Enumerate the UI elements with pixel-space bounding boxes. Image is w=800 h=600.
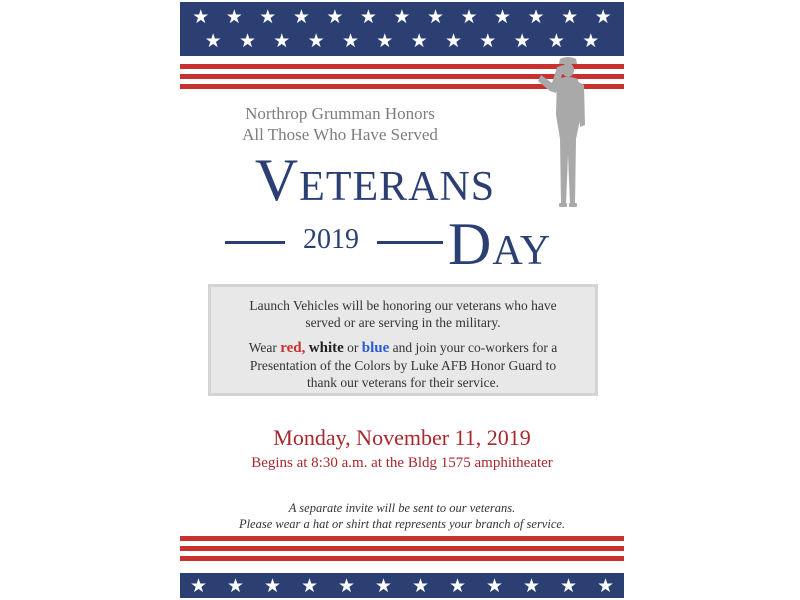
- star-row: [180, 5, 624, 29]
- message-box: [208, 284, 598, 396]
- star-icon: ★: [300, 575, 319, 597]
- year-rule-right: [377, 241, 443, 244]
- star-icon: ★: [337, 575, 356, 597]
- star-icon: ★: [596, 575, 615, 597]
- star-icon: ★: [561, 6, 579, 28]
- wear-text: Wear: [248, 340, 277, 355]
- star-icon: ★: [307, 30, 325, 52]
- star-row: [180, 574, 624, 598]
- year-rule-left: [225, 241, 285, 244]
- star-icon: ★: [393, 6, 411, 28]
- star-icon: ★: [225, 6, 243, 28]
- star-icon: ★: [273, 30, 291, 52]
- saluting-soldier-icon: [530, 55, 592, 210]
- star-icon: ★: [594, 6, 612, 28]
- star-icon: ★: [426, 6, 444, 28]
- star-icon: ★: [341, 30, 359, 52]
- star-icon: ★: [204, 30, 222, 52]
- star-icon: ★: [485, 575, 504, 597]
- star-icon: ★: [444, 30, 462, 52]
- message-line: served or are serving in the military.: [305, 315, 501, 330]
- star-icon: ★: [513, 30, 531, 52]
- star-icon: ★: [226, 575, 245, 597]
- star-icon: ★: [259, 6, 277, 28]
- star-icon: ★: [411, 575, 430, 597]
- event-date: Monday, November 11, 2019: [273, 425, 531, 450]
- color-red-text: red,: [280, 340, 306, 356]
- star-icon: ★: [238, 30, 257, 52]
- top-star-band: [180, 2, 624, 56]
- star-icon: ★: [479, 30, 497, 52]
- star-icon: ★: [292, 6, 310, 28]
- or-text: or: [347, 340, 359, 355]
- star-icon: ★: [189, 575, 208, 597]
- color-white-text: white: [308, 340, 344, 356]
- star-icon: ★: [527, 6, 545, 28]
- star-icon: ★: [448, 575, 467, 597]
- star-row: [180, 29, 624, 53]
- star-icon: ★: [263, 575, 282, 597]
- message-line: thank our veterans for their service.: [307, 375, 499, 390]
- bottom-star-band: [180, 573, 624, 598]
- star-icon: ★: [547, 30, 565, 52]
- title-veterans: Veterans: [254, 147, 496, 213]
- color-blue-text: blue: [361, 340, 390, 356]
- star-icon: ★: [582, 30, 600, 52]
- star-icon: ★: [410, 30, 428, 52]
- message-paragraph-2: [211, 339, 595, 391]
- title-day: Day: [448, 211, 552, 277]
- message-paragraph-1: [211, 297, 595, 331]
- star-icon: ★: [374, 575, 393, 597]
- star-icon: ★: [494, 6, 512, 28]
- honors-line-2: All Those Who Have Served: [242, 125, 438, 144]
- year: 2019: [303, 224, 359, 255]
- message-line: Launch Vehicles will be honoring our veterans who have: [249, 298, 557, 313]
- bottom-stripes: [180, 536, 624, 561]
- star-icon: ★: [460, 6, 478, 28]
- star-icon: ★: [359, 6, 377, 28]
- honors-heading: [220, 103, 460, 145]
- star-icon: ★: [326, 6, 344, 28]
- event-details: Begins at 8:30 a.m. at the Bldg 1575 amphitheater: [251, 455, 553, 471]
- footer-note-line-1: A separate invite will be sent to our veterans.: [288, 501, 516, 515]
- star-icon: ★: [559, 575, 578, 597]
- star-icon: ★: [192, 6, 210, 28]
- message-text: and join your co-workers for a: [392, 340, 558, 355]
- star-icon: ★: [376, 30, 394, 52]
- flyer: [180, 0, 624, 600]
- footer-note-line-2: Please wear a hat or shirt that represents your branch of service.: [238, 517, 566, 531]
- honors-line-1: Northrop Grumman Honors: [245, 104, 435, 123]
- message-line: Presentation of the Colors by Luke AFB Honor Guard to: [249, 358, 557, 373]
- star-icon: ★: [522, 575, 541, 597]
- message-line: [211, 339, 595, 357]
